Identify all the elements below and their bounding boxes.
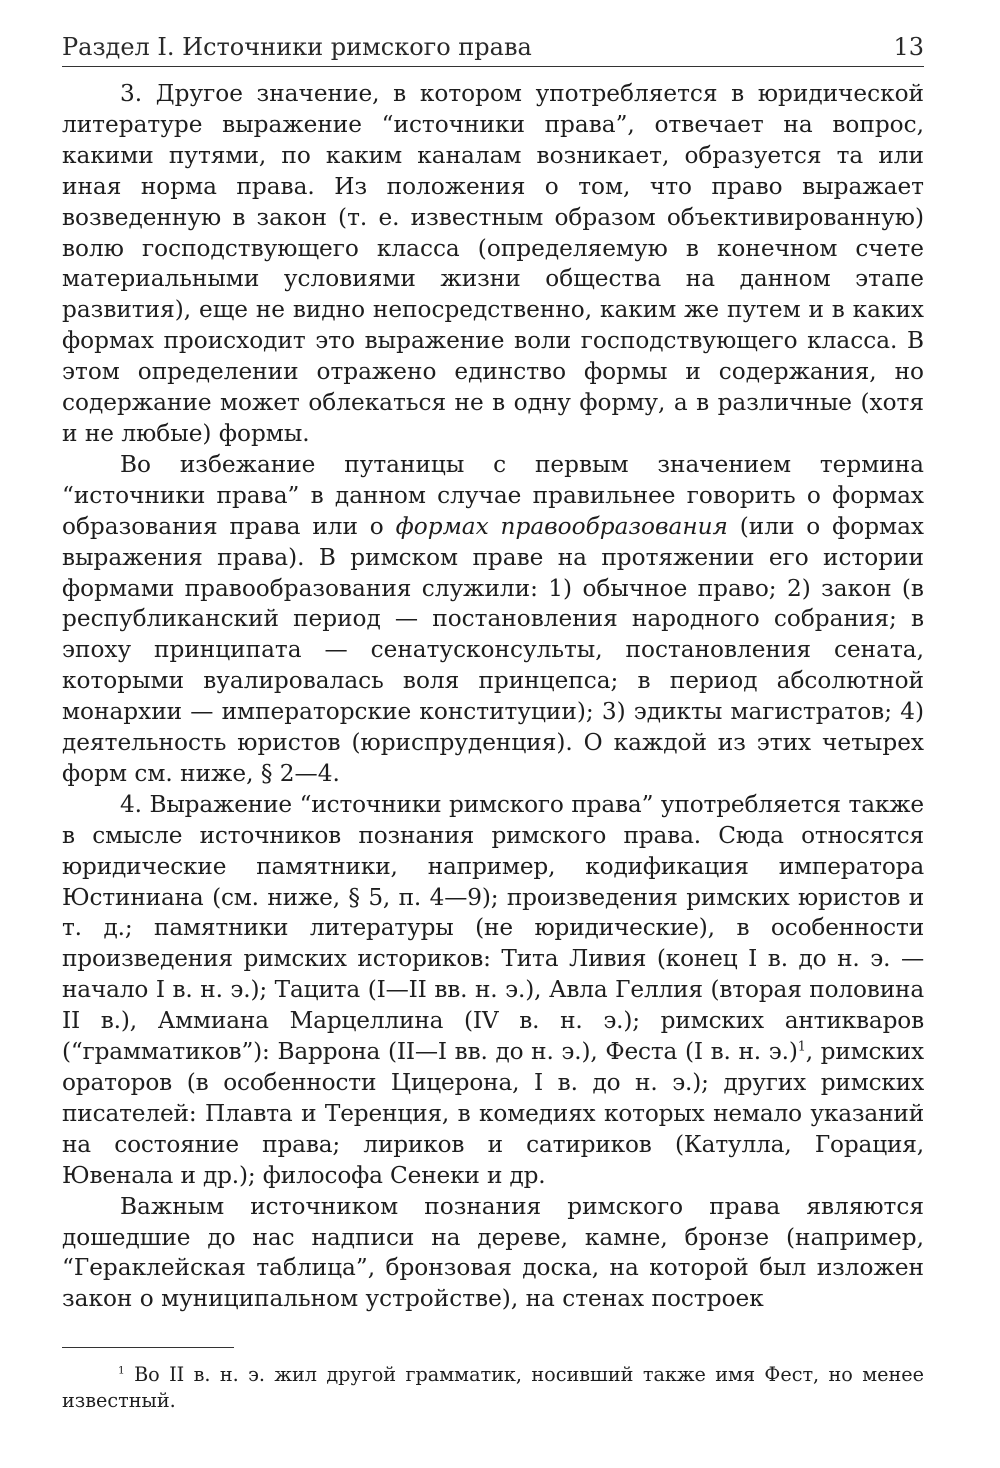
- running-header: [62, 30, 924, 67]
- footnote: [62, 1362, 924, 1414]
- footnote-divider: [62, 1347, 234, 1348]
- footnote-text: Во II в. н. э. жил другой грамматик, носивший также имя Фест, но менее известный.: [62, 1363, 924, 1413]
- paragraph-4: [62, 1192, 924, 1316]
- main-text: [62, 79, 924, 1315]
- footnote-reference: 1: [797, 1039, 806, 1055]
- paragraph-3-text-end: , римских ораторов (в особенности Цицерона, I в. до н. э.); других римских писателей: Плавта и Теренция, в комедиях которых немало указаний на состояние права; лириков и сатириков (Катулла, Горация, Ювенала и др.); философа Сенеки и др.: [62, 1038, 924, 1189]
- paragraph-2-text-end: (или о формах выражения права). В римском праве на протяжении его истории формами правообразования служили: 1) обычное право; 2) закон (в республиканский период — постановления народного собрания; в эпоху принципата — сенатусконсульты, постановления сената, которыми вуалировалась воля принцепса; в период абсолютной монархии — императорские конституции); 3) эдикты магистратов; 4) деятельность юристов (юриспруденция). О каждой из этих четырех форм см. ниже, § 2—4.: [62, 512, 924, 787]
- section-title: Раздел I. Источники римского права: [62, 33, 532, 61]
- book-page: [62, 30, 924, 1414]
- paragraph-4-text: Важным источником познания римского права являются дошедшие до нас надписи на дереве, камне, бронзе (например, “Гераклейская таблица”, бронзовая доска, на которой был изложен закон о муниципальном устройстве), на стенах построек: [62, 1192, 924, 1313]
- paragraph-1: [62, 79, 924, 450]
- paragraph-1-text: 3. Другое значение, в котором употребляется в юридической литературе выражение “источники права”, отвечает на вопрос, какими путями, по каким каналам возникает, образуется та или иная норма права. Из положения о том, что право выражает возведенную в закон (т. е. известным образом объективированную) волю господствующего класса (определяемую в конечном счете материальными условиями жизни общества на данном этапе развития), еще не видно непосредственно, каким же путем и в каких формах происходит это выражение воли господствующего класса. В этом определении отражено единство формы и содержания, но содержание может облекаться не в одну форму, а в различные (хотя и не любые) формы.: [62, 80, 924, 447]
- footnote-mark: 1: [118, 1364, 125, 1377]
- paragraph-3: [62, 790, 924, 1192]
- paragraph-3-text-start: 4. Выражение “источники римского права” употребляется также в смысле источников познания римского права. Сюда относятся юридические памятники, например, кодификация императора Юстиниана (см. ниже, § 5, п. 4—9); произведения римских юристов и т. д.; памятники литературы (не юридические), в особенности произведения римских историков: Тита Ливия (конец I в. до н. э. — начало I в. н. э.); Тацита (I—II вв. н. э.), Авла Геллия (вторая половина II в.), Аммиана Марцеллина (IV в. н. э.); римских антикваров (“грамматиков”): Варрона (II—I вв. до н. э.), Феста (I в. н. э.): [62, 790, 924, 1066]
- paragraph-2: [62, 450, 924, 790]
- paragraph-2-text-start: Во избежание путаницы с первым значением термина “источники права” в данном случае правильнее говорить о формах образования права или о: [62, 450, 924, 540]
- emphasized-term: формах правообразования: [395, 512, 728, 540]
- page-number: 13: [893, 33, 924, 61]
